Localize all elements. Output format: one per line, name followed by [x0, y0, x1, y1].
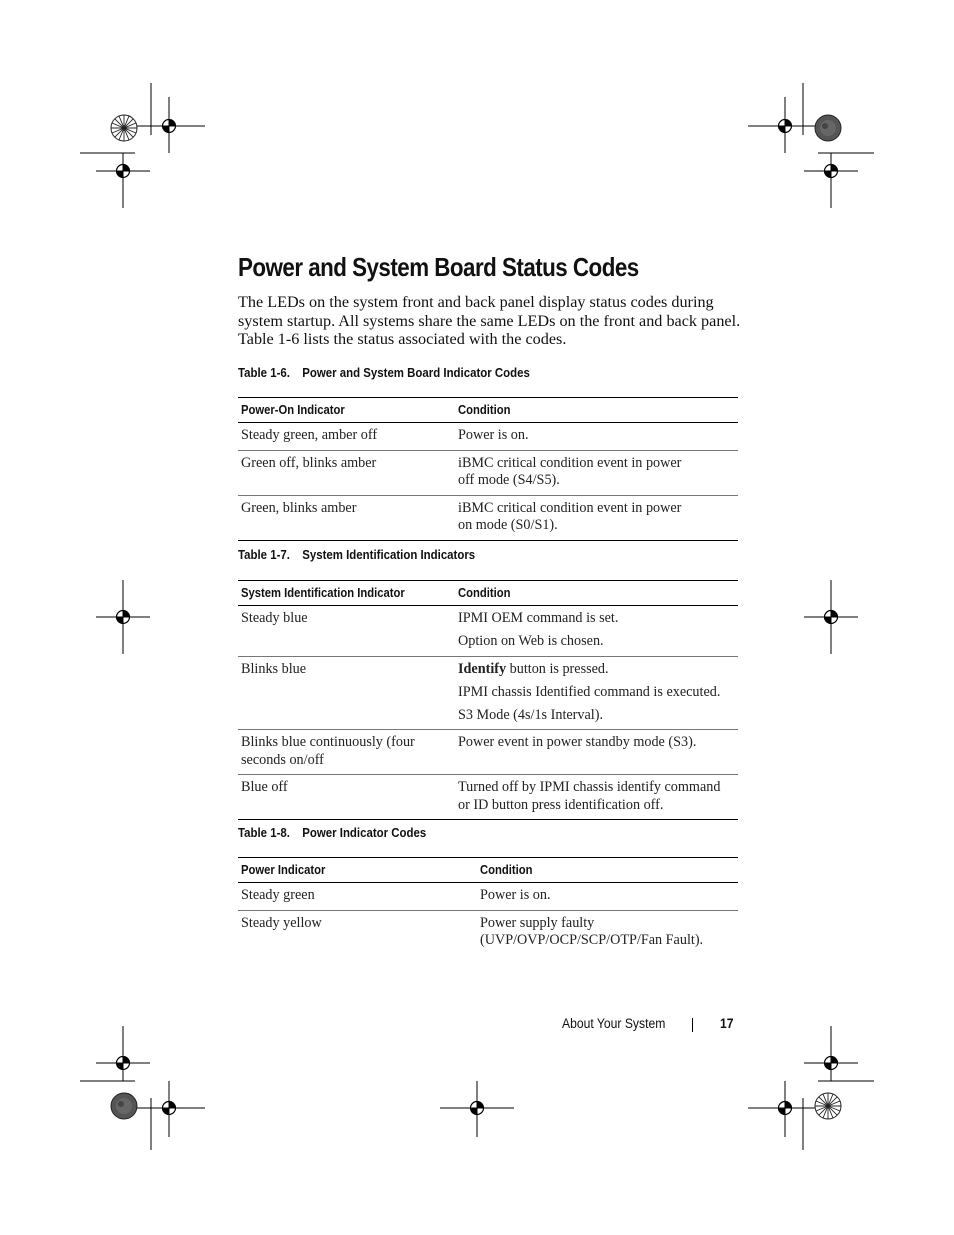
column-header: Condition [455, 581, 738, 606]
indicator-cell: Green off, blinks amber [238, 450, 455, 495]
column-header: Condition [477, 858, 738, 883]
indicator-cell: Steady blue [238, 606, 455, 657]
column-header: Condition [455, 398, 738, 423]
indicator-cell: Steady green [238, 883, 477, 911]
condition-cell: Power supply faulty (UVP/OVP/OCP/SCP/OTP/Fan Fault). [480, 914, 704, 948]
page-number: 17 [720, 1016, 734, 1031]
indicator-cell: Blinks blue continuously (four seconds on/off [238, 730, 455, 775]
table-caption [238, 365, 530, 380]
indicator-cell: Green, blinks amber [238, 495, 455, 540]
condition-cell: iBMC critical condition event in power on mode (S0/S1). [455, 495, 738, 540]
table-row [238, 883, 738, 911]
table-caption [238, 547, 475, 562]
table-caption-title: Power and System Board Indicator Codes [302, 365, 530, 380]
table-caption-number: Table 1-6. [238, 365, 290, 380]
page-title: Power and System Board Status Codes [238, 252, 639, 282]
table-caption-number: Table 1-7. [238, 547, 290, 562]
intro-paragraph: The LEDs on the system front and back panel display status codes during system startup. All systems share the same LEDs on the front and back panel. Table 1-6 lists the status associated with the codes. [238, 293, 741, 349]
footer-section-title: About Your System [562, 1016, 666, 1031]
table-caption [238, 825, 426, 840]
indicator-cell: Steady yellow [241, 914, 322, 931]
condition-cell: Turned off by IPMI chassis identify command or ID button press identification off. [455, 775, 738, 820]
indicator-cell: Steady green, amber off [238, 423, 455, 451]
table-row [238, 450, 738, 495]
condition-cell: Power event in power standby mode (S3). [455, 730, 738, 775]
footer-divider [692, 1018, 693, 1032]
table-row [238, 423, 738, 451]
indicator-cell: Blue off [238, 775, 455, 820]
column-header: System Identification Indicator [238, 581, 455, 606]
condition-cell: Power is on. [455, 423, 738, 451]
column-header: Power-On Indicator [238, 398, 455, 423]
table-row [238, 730, 738, 775]
table-row [238, 775, 738, 820]
table-row [238, 910, 738, 955]
condition-cell: IPMI OEM command is set. Option on Web is chosen. [455, 606, 738, 657]
table-row [238, 495, 738, 540]
condition-cell: Power is on. [477, 883, 738, 911]
table-row [238, 606, 738, 657]
condition-cell: iBMC critical condition event in power off mode (S4/S5). [455, 450, 738, 495]
condition-cell: Identify button is pressed. IPMI chassis Identified command is executed. S3 Mode (4s/1s Interval). [455, 656, 738, 730]
table-row [238, 656, 738, 730]
system-identification-table [238, 580, 738, 820]
column-header: Power Indicator [238, 858, 477, 883]
table-caption-title: Power Indicator Codes [302, 825, 427, 840]
power-board-indicator-table [238, 397, 738, 541]
table-caption-number: Table 1-8. [238, 825, 290, 840]
indicator-cell: Blinks blue [238, 656, 455, 730]
power-indicator-table [238, 857, 738, 955]
table-caption-title: System Identification Indicators [302, 547, 476, 562]
